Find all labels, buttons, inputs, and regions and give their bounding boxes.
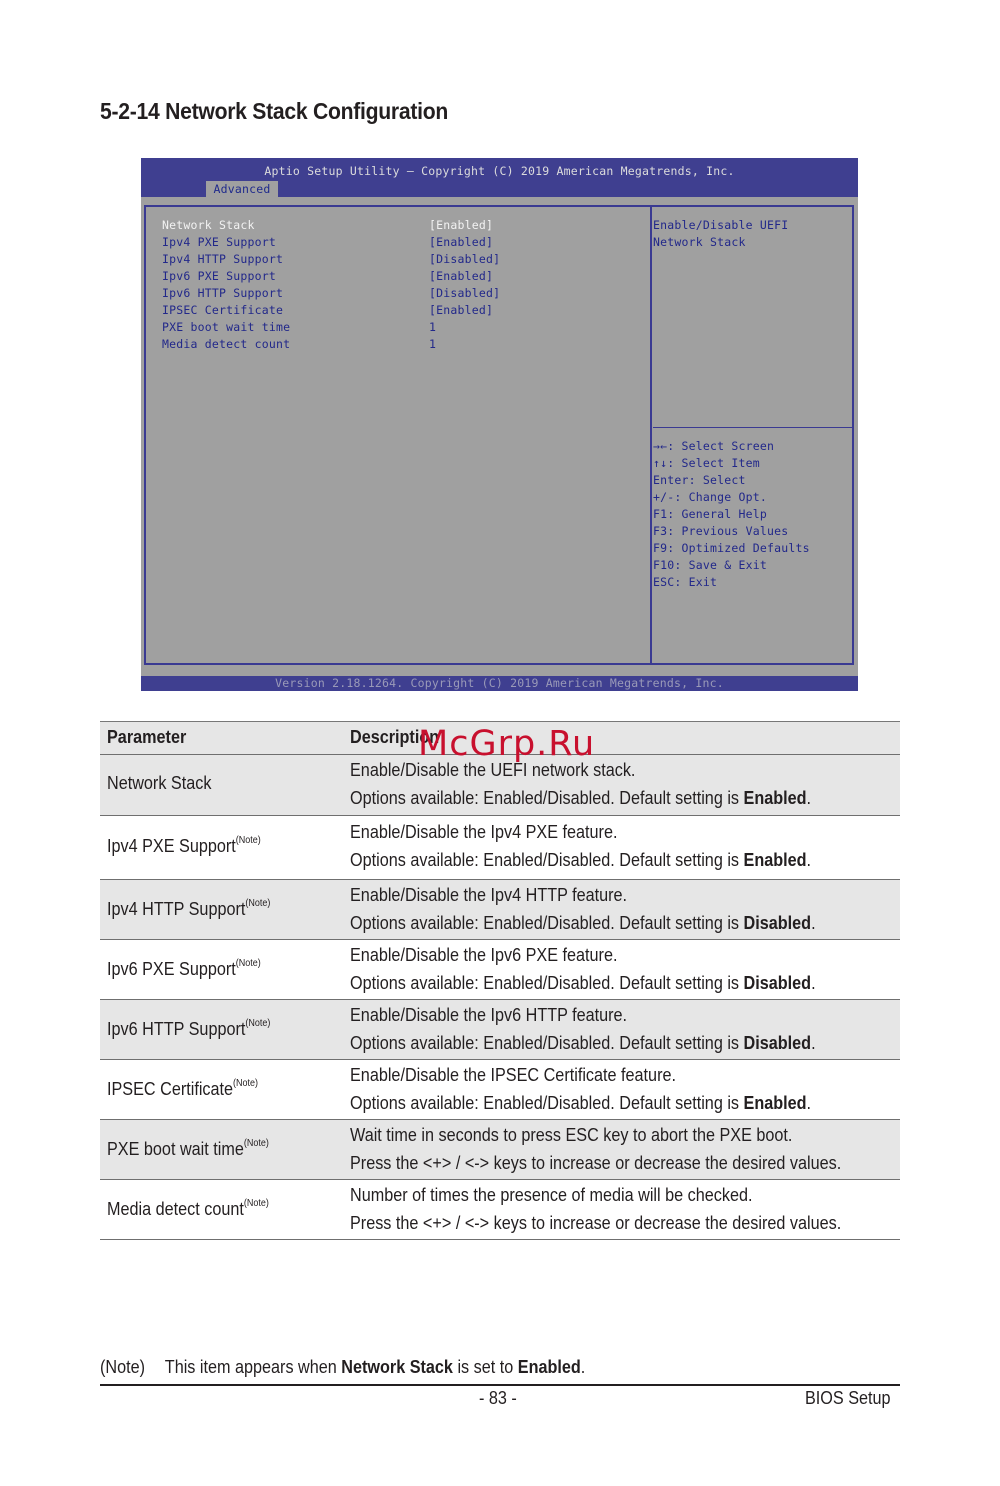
bios-help-separator xyxy=(653,427,853,428)
desc-line: Enable/Disable the Ipv4 HTTP feature. xyxy=(350,885,628,905)
bios-item-ipv6-pxe[interactable] xyxy=(162,268,632,285)
bios-item-pxe-boot-wait[interactable] xyxy=(162,319,632,336)
param-description xyxy=(350,1061,811,1117)
table-bottom-rule xyxy=(100,1239,900,1240)
bios-item-ipv4-http[interactable] xyxy=(162,251,632,268)
bios-item-label: PXE boot wait time xyxy=(162,320,291,334)
table-row xyxy=(100,1119,900,1179)
desc-line: Enable/Disable the UEFI network stack. xyxy=(350,760,636,780)
param-description xyxy=(350,818,811,874)
bios-frame xyxy=(144,205,854,665)
bios-item-label: Ipv4 PXE Support xyxy=(162,235,276,249)
desc-line: Enable/Disable the IPSEC Certificate feature. xyxy=(350,1065,676,1085)
desc-line: Options available: Enabled/Disabled. Default setting is Disabled. xyxy=(350,1033,816,1053)
bios-copyright: Aptio Setup Utility – Copyright (C) 2019 American Megatrends, Inc. xyxy=(264,164,735,178)
param-name: Ipv6 HTTP Support$^{(Note)}$ xyxy=(107,1018,271,1039)
param-name: IPSEC Certificate$^{(Note)}$ xyxy=(107,1078,259,1099)
bios-item-value: [Enabled] xyxy=(429,269,494,283)
bios-item-value: [Disabled] xyxy=(429,252,501,266)
bios-item-label: IPSEC Certificate xyxy=(162,303,284,317)
param-description xyxy=(350,756,811,812)
bios-help-line: Network Stack xyxy=(653,235,746,249)
bios-item-label: Network Stack xyxy=(162,218,255,232)
bios-item-value: 1 xyxy=(429,320,437,334)
watermark: McGrp.Ru xyxy=(418,724,596,764)
key-hint: F10: Save & Exit xyxy=(653,558,767,572)
desc-line: Press the <+> / <-> keys to increase or decrease the desired values. xyxy=(350,1213,842,1233)
bios-help-line: Enable/Disable UEFI xyxy=(653,218,789,232)
table-row xyxy=(100,1179,900,1239)
desc-line: Options available: Enabled/Disabled. Default setting is Disabled. xyxy=(350,913,816,933)
key-hint: ESC: Exit xyxy=(653,575,718,589)
param-name: Ipv4 PXE Support$^{(Note)}$ xyxy=(107,835,261,856)
key-hint: F9: Optimized Defaults xyxy=(653,541,810,555)
desc-line: Enable/Disable the Ipv4 PXE feature. xyxy=(350,822,618,842)
desc-line: Options available: Enabled/Disabled. Default setting is Disabled. xyxy=(350,973,816,993)
param-name: Ipv6 PXE Support$^{(Note)}$ xyxy=(107,958,261,979)
desc-line: Options available: Enabled/Disabled. Default setting is Enabled. xyxy=(350,788,812,808)
param-description xyxy=(350,881,816,937)
param-description xyxy=(350,1001,816,1057)
bios-help-text xyxy=(653,217,853,251)
key-hint: +/-: Change Opt. xyxy=(653,490,767,504)
bios-panel-divider xyxy=(650,207,652,663)
section-title: 5-2-14 Network Stack Configuration xyxy=(100,98,449,124)
bios-item-ipv4-pxe[interactable] xyxy=(162,234,632,251)
bios-item-network-stack[interactable] xyxy=(162,217,632,234)
desc-line: Wait time in seconds to press ESC key to abort the PXE boot. xyxy=(350,1125,793,1145)
param-description xyxy=(350,1181,841,1237)
parameter-table xyxy=(100,721,900,1240)
key-hint: Enter: Select xyxy=(653,473,746,487)
bios-item-label: Ipv6 HTTP Support xyxy=(162,286,284,300)
header-description: Description xyxy=(350,727,440,747)
key-hint: F1: General Help xyxy=(653,507,767,521)
table-row xyxy=(100,999,900,1059)
desc-line: Enable/Disable the Ipv6 HTTP feature. xyxy=(350,1005,628,1025)
bios-item-value: [Enabled] xyxy=(429,235,494,249)
header-parameter: Parameter xyxy=(107,727,187,747)
desc-line: Enable/Disable the Ipv6 PXE feature. xyxy=(350,945,618,965)
page-number: - 83 - xyxy=(478,1388,517,1408)
bios-item-list xyxy=(162,217,632,353)
key-hint: →←: Select Screen xyxy=(653,439,775,453)
bios-item-media-detect[interactable] xyxy=(162,336,632,353)
footer-rule xyxy=(100,1384,900,1386)
bios-item-value: [Disabled] xyxy=(429,286,501,300)
desc-line: Options available: Enabled/Disabled. Default setting is Enabled. xyxy=(350,1093,812,1113)
footnote-tag: (Note) xyxy=(100,1357,146,1377)
footnote: (Note) This item appears when Network Stack is set to Enabled. xyxy=(100,1357,586,1377)
table-row xyxy=(100,815,900,879)
bios-screen xyxy=(141,158,858,691)
param-name: Ipv4 HTTP Support$^{(Note)}$ xyxy=(107,898,271,919)
table-row xyxy=(100,939,900,999)
table-row xyxy=(100,879,900,939)
bios-item-value: [Enabled] xyxy=(429,218,494,232)
bios-item-value: 1 xyxy=(429,337,437,351)
tab-advanced[interactable]: Advanced xyxy=(206,181,278,197)
key-hint: ↑↓: Select Item xyxy=(653,456,760,470)
bios-item-value: [Enabled] xyxy=(429,303,494,317)
bios-footer: Version 2.18.1264. Copyright (C) 2019 American Megatrends, Inc. xyxy=(141,676,858,691)
bios-item-ipv6-http[interactable] xyxy=(162,285,632,302)
param-description xyxy=(350,941,816,997)
param-name: Network Stack xyxy=(107,773,212,793)
param-name: Media detect count$^{(Note)}$ xyxy=(107,1198,269,1219)
bios-item-label: Ipv4 HTTP Support xyxy=(162,252,284,266)
param-description xyxy=(350,1121,841,1177)
desc-line: Number of times the presence of media will be checked. xyxy=(350,1185,753,1205)
footer-section: BIOS Setup xyxy=(804,1388,891,1408)
table-row xyxy=(100,1059,900,1119)
bios-item-label: Ipv6 PXE Support xyxy=(162,269,276,283)
param-name: PXE boot wait time$^{(Note)}$ xyxy=(107,1138,269,1159)
bios-key-legend xyxy=(653,438,853,591)
desc-line: Press the <+> / <-> keys to increase or decrease the desired values. xyxy=(350,1153,842,1173)
key-hint: F3: Previous Values xyxy=(653,524,789,538)
bios-item-ipsec-certificate[interactable] xyxy=(162,302,632,319)
desc-line: Options available: Enabled/Disabled. Default setting is Enabled. xyxy=(350,850,812,870)
bios-header xyxy=(141,158,858,197)
bios-item-label: Media detect count xyxy=(162,337,291,351)
